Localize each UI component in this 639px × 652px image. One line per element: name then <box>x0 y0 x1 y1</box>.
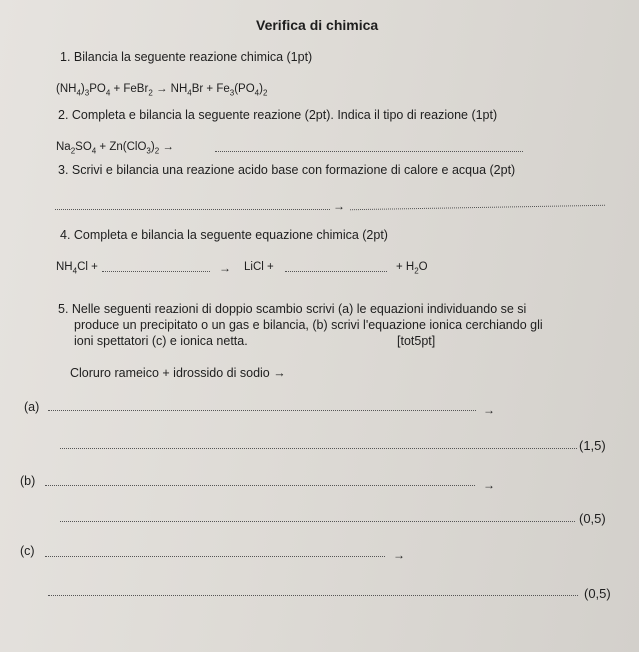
question-4-licl: LiCl + <box>244 261 274 273</box>
question-1-text: 1. Bilancia la seguente reazione chimica (1pt) <box>60 50 313 64</box>
part-c-label: (c) <box>20 544 35 558</box>
answer-line-b-1[interactable] <box>45 485 475 486</box>
question-5-line-1: 5. Nelle seguenti reazioni di doppio scambio scrivi (a) le equazioni individuando se si <box>58 302 527 316</box>
part-a-points: (1,5) <box>579 438 606 453</box>
question-5-points: [tot5pt] <box>397 334 436 348</box>
question-2-equation: $Na_2SO_4 + Zn(ClO_3)_2$ → <box>56 141 174 156</box>
answer-line-q4-reactant[interactable] <box>102 271 210 272</box>
question-5-reaction: Cloruro rameico + idrossido di sodio → <box>70 366 286 380</box>
arrow-a: → <box>483 403 495 417</box>
question-4-text: 4. Completa e bilancia la seguente equazione chimica (2pt) <box>60 228 388 242</box>
part-c-points: (0,5) <box>584 586 611 601</box>
question-3-text: 3. Scrivi e bilancia una reazione acido base con formazione di calore e acqua (2pt) <box>58 163 516 177</box>
answer-line-q3-right[interactable] <box>350 205 605 210</box>
answer-line-c-2[interactable] <box>48 595 578 596</box>
page-title: Verifica di chimica <box>256 17 379 33</box>
question-4-water: + $H_2O$ <box>396 261 428 276</box>
question-1-equation: $(NH_4)_3PO_4$ + FeBr$_2$ → $NH_4Br + Fe_3(PO_4)_2$ <box>56 83 268 98</box>
question-5-line-2: produce un precipitato o un gas e bilancia, (b) scrivi l'equazione ionica cerchiando gli <box>74 318 543 332</box>
part-b-points: (0,5) <box>579 511 606 526</box>
arrow-q4: → <box>219 261 231 275</box>
arrow-c: → <box>393 548 405 562</box>
answer-line-a-2[interactable] <box>60 448 577 449</box>
arrow-b: → <box>483 478 495 492</box>
answer-line-q4-product[interactable] <box>285 271 387 272</box>
part-b-label: (b) <box>20 474 36 488</box>
answer-line-q2[interactable] <box>215 151 523 152</box>
answer-line-a-1[interactable] <box>48 410 476 411</box>
part-a-label: (a) <box>24 400 40 414</box>
answer-line-b-2[interactable] <box>60 521 575 522</box>
answer-line-q3-left[interactable] <box>55 209 330 210</box>
question-4-left-reactant: $NH_4Cl$ + <box>56 261 98 276</box>
arrow-q3: → <box>333 199 345 213</box>
answer-line-c-1[interactable] <box>45 556 385 557</box>
question-2-text: 2. Completa e bilancia la seguente reazione (2pt). Indica il tipo di reazione (1pt) <box>58 108 498 122</box>
question-5-line-3: ioni spettatori (c) e ionica netta. <box>74 334 248 348</box>
